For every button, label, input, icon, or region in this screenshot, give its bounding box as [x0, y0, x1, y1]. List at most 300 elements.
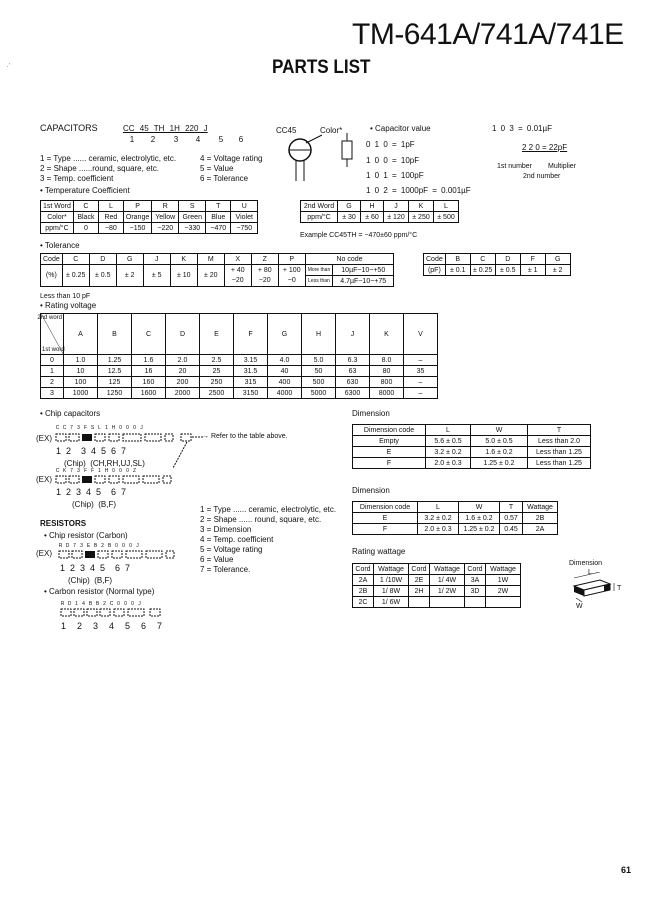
table-cell: Less than 1.25 — [528, 447, 591, 458]
capacitor-code-indices — [123, 135, 253, 145]
code-letter: B — [107, 543, 114, 549]
code-index: 1 — [129, 135, 135, 144]
resistors-heading: RESISTORS — [40, 519, 87, 528]
table-cell: E — [353, 513, 418, 524]
table-row — [353, 597, 521, 608]
tolerance-code-cell: Z — [251, 254, 278, 265]
rating-voltage-corner — [37, 314, 65, 355]
capacitor-value-line: 1 0 0 = 10pF — [366, 156, 420, 165]
tolerance-code-cell: K — [170, 254, 197, 265]
chip-resistor-indices: 1 2 3 4 5 6 7 — [60, 563, 131, 573]
code-letter: 1 — [75, 601, 80, 607]
tolerance-table — [40, 253, 394, 287]
legend-line: 6 = Tolerance — [200, 174, 249, 183]
table-cell: Yellow — [152, 212, 179, 223]
table-cell: ppm/°C — [301, 212, 338, 223]
table-cell — [430, 597, 465, 608]
tolerance-code-cell: Code — [41, 254, 63, 265]
temp-coeff-heading: • Temperature Coefficient — [40, 186, 130, 195]
code-letter: H — [111, 425, 118, 431]
code-letter: 0 — [119, 468, 124, 474]
table-cell: 5.0 ± 0.5 — [471, 436, 528, 447]
table-cell: 1/ 6W — [374, 597, 409, 608]
table-cell: 2.5 — [200, 355, 234, 366]
chip-cap-ex2-sub: (Chip) (B,F) — [72, 500, 116, 509]
table-cell: – — [404, 377, 438, 388]
table-cell: 6.3 — [336, 355, 370, 366]
table-cell: 2H — [409, 586, 430, 597]
table-cell: 20 — [166, 366, 200, 377]
table-cell: Wattage — [430, 564, 465, 575]
tolerance-note: Less than 10 pF — [40, 293, 91, 300]
table-cell: F — [353, 524, 418, 535]
table-cell: B — [98, 314, 132, 355]
code-index: 4 — [195, 135, 201, 144]
table-cell: 250 — [200, 377, 234, 388]
table-cell: Cord — [465, 564, 486, 575]
table-cell: 25 — [200, 366, 234, 377]
table-cell: 1250 — [98, 388, 132, 399]
table-cell: ± 60 — [361, 212, 384, 223]
tolerance-value: + 100 — [278, 265, 305, 276]
table-cell: F — [353, 458, 426, 469]
table-cell: ± 0.25 — [470, 265, 495, 276]
cc45-label: CC45 — [276, 126, 297, 135]
capacitor-value-line: 1 0 1 = 100pF — [366, 171, 424, 180]
table-cell: Orange — [123, 212, 151, 223]
code-letter: 0 — [115, 543, 120, 549]
code-letter: Z — [132, 468, 139, 474]
table-cell: 2C — [353, 597, 374, 608]
resistor-dimension-diagram — [566, 572, 622, 612]
chip-resistor-boxes — [58, 549, 178, 561]
code-letter: J — [140, 425, 145, 431]
table-cell: 3.2 ± 0.2 — [418, 513, 459, 524]
legend-line: 5 = Value — [200, 164, 234, 173]
table-cell: – — [404, 388, 438, 399]
table-cell: K — [409, 201, 434, 212]
carbon-resistor-heading: • Carbon resistor (Normal type) — [44, 587, 155, 596]
tolerance-value: ± 20 — [197, 265, 224, 287]
chip-resistor-prefix: (EX) — [36, 549, 52, 558]
code-letter: E — [86, 543, 93, 549]
tolerance-heading: • Tolerance — [40, 241, 80, 250]
tolerance-value: + 40 — [224, 265, 251, 276]
table-cell: Wattage — [486, 564, 521, 575]
table-cell: T — [206, 201, 231, 212]
table-cell: 40 — [268, 366, 302, 377]
table-cell: 2.0 ± 0.3 — [418, 524, 459, 535]
rating-wattage-dim-label: Dimension — [569, 560, 603, 567]
rating-wattage-table — [352, 563, 521, 608]
table-cell: 2W — [486, 586, 521, 597]
table-row — [353, 564, 521, 575]
table-cell: −750 — [231, 223, 258, 234]
table-cell: Less than 1.25 — [528, 458, 591, 469]
legend-line: 2 = Shape ......round, square, etc. — [40, 164, 159, 173]
code-letter: C — [109, 601, 116, 607]
table-cell: 8.0 — [370, 355, 404, 366]
table-cell: −220 — [152, 223, 179, 234]
code-letter: 7 — [73, 543, 78, 549]
table-cell: 1/ 8W — [374, 586, 409, 597]
rating-wattage-heading: Rating wattage — [352, 547, 406, 556]
table-row — [41, 201, 258, 212]
table-row — [424, 254, 571, 265]
table-cell: C — [470, 254, 495, 265]
tolerance-value: ± 0.5 — [89, 265, 116, 287]
table-cell: 8000 — [370, 388, 404, 399]
chip-cap-ex2-prefix: (EX) — [36, 475, 52, 484]
code-letter: 0 — [126, 468, 131, 474]
tolerance-no-code-bottom: 4.7µF−10~+75 — [333, 276, 394, 287]
table-cell: Cord — [353, 564, 374, 575]
table-cell: J — [336, 314, 370, 355]
resistor-legend — [200, 505, 336, 575]
tolerance-value: ± 10 — [170, 265, 197, 287]
table-cell: C — [73, 201, 98, 212]
code-letter: F — [83, 425, 90, 431]
code-letter: B — [88, 601, 95, 607]
legend-line: 2 = Shape ...... round, square, etc. — [200, 515, 322, 524]
table-cell: 2500 — [200, 388, 234, 399]
code-letter: 0 — [129, 543, 134, 549]
table-cell — [409, 597, 430, 608]
tolerance-code-cell: D — [89, 254, 116, 265]
tolerance-pf-table — [423, 253, 571, 276]
tolerance-code-cell: X — [224, 254, 251, 265]
table-cell: T — [528, 425, 591, 436]
table-cell: 0 — [73, 223, 98, 234]
code-letter: 0 — [112, 468, 117, 474]
code-letter: 0 — [119, 425, 124, 431]
table-cell: Dimension code — [353, 502, 418, 513]
table-cell: G — [338, 201, 361, 212]
table-cell: 1600 — [132, 388, 166, 399]
table-cell: Less than 2.0 — [528, 436, 591, 447]
temp-coeff-example: Example CC45TH = −470±60 ppm/°C — [300, 232, 418, 239]
table-cell: L — [426, 425, 471, 436]
table-cell: Blue — [206, 212, 231, 223]
table-cell: E — [353, 447, 426, 458]
tolerance-code-cell: P — [278, 254, 305, 265]
code-letter: 3 — [77, 468, 82, 474]
table-cell: 4.0 — [268, 355, 302, 366]
legend-line: 4 = Temp. coefficient — [200, 535, 274, 544]
capacitor-value-line: 1 0 2 = 1000pF = 0.001µF — [366, 186, 471, 195]
tolerance-value: ± 2 — [116, 265, 143, 287]
tolerance-value: ± 0.25 — [62, 265, 89, 287]
table-row — [41, 377, 438, 388]
temp-coeff-table-2 — [300, 200, 459, 223]
table-cell: 1/ 4W — [430, 575, 465, 586]
table-row — [41, 366, 438, 377]
code-letter: H — [104, 468, 111, 474]
tolerance-no-code-top: 10µF−10~+50 — [333, 265, 394, 276]
table-cell: F — [520, 254, 545, 265]
code-letter: R — [58, 543, 65, 549]
capacitor-value-second: 2nd number — [523, 173, 561, 180]
table-cell: ± 2 — [545, 265, 570, 276]
code-letter: L — [98, 425, 103, 431]
table-row — [353, 586, 521, 597]
table-cell: 800 — [370, 377, 404, 388]
table-cell: 35 — [404, 366, 438, 377]
table-cell: C — [132, 314, 166, 355]
legend-line: 1 = Type ...... ceramic, electrolytic, etc. — [40, 154, 177, 163]
capacitor-code-example: CC 45 TH 1H 220 J — [123, 124, 208, 133]
table-cell: U — [231, 201, 258, 212]
table-cell: 2nd Word — [301, 201, 338, 212]
table-cell: H — [302, 314, 336, 355]
table-cell: 10 — [64, 366, 98, 377]
table-row — [353, 502, 558, 513]
table-cell: V — [404, 314, 438, 355]
table-cell: – — [404, 355, 438, 366]
capacitor-diagram — [282, 133, 362, 185]
table-row — [353, 436, 591, 447]
table-cell: Color* — [41, 212, 74, 223]
dim-w-label: W — [576, 603, 583, 610]
color-label: Color* — [320, 126, 343, 135]
table-cell: Dimension code — [353, 425, 426, 436]
code-letter: D — [65, 543, 72, 549]
table-cell: 3150 — [234, 388, 268, 399]
code-index: 3 — [173, 135, 179, 144]
code-letter: 0 — [124, 601, 129, 607]
table-cell: 12.5 — [98, 366, 132, 377]
table-cell: 2B — [523, 513, 558, 524]
table-cell: 3.15 — [234, 355, 268, 366]
table-row — [353, 425, 591, 436]
table-cell: (pF) — [424, 265, 446, 276]
table-cell: 3.2 ± 0.2 — [426, 447, 471, 458]
rating-voltage-heading: • Rating voltage — [40, 301, 97, 310]
tolerance-value: ± 5 — [143, 265, 170, 287]
table-cell: Wattage — [374, 564, 409, 575]
carbon-resistor-indices: 1 2 3 4 5 6 7 — [61, 621, 163, 631]
chip-cap-ex1-note: → Refer to the table above. — [202, 433, 288, 440]
code-letter: K — [62, 468, 69, 474]
table-cell: R — [152, 201, 179, 212]
table-cell: 2000 — [166, 388, 200, 399]
dim-t-label: T — [617, 585, 622, 592]
corner-second-word: 2nd word — [37, 315, 62, 321]
legend-line: 3 = Temp. coefficient — [40, 174, 114, 183]
legend-line: 6 = Value — [200, 555, 234, 564]
table-cell: Code — [424, 254, 446, 265]
table-cell: 0.57 — [500, 513, 523, 524]
table-cell: K — [370, 314, 404, 355]
table-cell: 16 — [132, 366, 166, 377]
chip-cap-ex2-indices: 1 2 3 4 5 6 7 — [56, 487, 127, 497]
dim-l-label: L — [588, 569, 592, 576]
chip-capacitors-heading: • Chip capacitors — [40, 409, 101, 418]
table-cell: −150 — [123, 223, 151, 234]
code-letter: 0 — [122, 543, 127, 549]
code-letter: 3 — [77, 425, 82, 431]
legend-line: 1 = Type ...... ceramic, electrolytic, etc. — [200, 505, 337, 514]
table-cell: 1.0 — [64, 355, 98, 366]
table-cell: A — [64, 314, 98, 355]
corner-first-word: 1st word — [42, 347, 65, 353]
page-title: PARTS LIST — [272, 57, 371, 78]
capacitor-value-first: 1st number — [497, 163, 533, 170]
table-cell: 1 /10W — [374, 575, 409, 586]
table-cell: L — [434, 201, 459, 212]
capacitor-legend-left — [40, 154, 176, 184]
table-cell: 63 — [336, 366, 370, 377]
code-letter: 2 — [101, 543, 106, 549]
tolerance-less-than: Less than — [305, 276, 333, 287]
table-cell: Cord — [409, 564, 430, 575]
chip-cap-ex1-code — [55, 425, 146, 431]
table-cell: 1.25 ± 0.2 — [459, 524, 500, 535]
table-cell: 5000 — [302, 388, 336, 399]
table-cell: 2.0 — [166, 355, 200, 366]
code-letter: B — [95, 601, 102, 607]
code-letter: 3 — [80, 543, 85, 549]
table-cell — [486, 597, 521, 608]
table-cell: Black — [73, 212, 98, 223]
tolerance-more-than: More than — [305, 265, 333, 276]
tolerance-unit: (%) — [41, 265, 63, 287]
table-cell: 2 — [41, 377, 64, 388]
table-cell: Wattage — [523, 502, 558, 513]
code-letter: C — [55, 468, 62, 474]
table-cell: E — [200, 314, 234, 355]
table-cell: 31.5 — [234, 366, 268, 377]
code-letter: 0 — [131, 601, 136, 607]
chip-resistor-heading: • Chip resistor (Carbon) — [44, 531, 128, 540]
table-cell: S — [179, 201, 206, 212]
capacitor-value-example: 2 2 0 = 22pF — [522, 143, 568, 152]
tolerance-value: + 80 — [251, 265, 278, 276]
table-cell: ± 1 — [520, 265, 545, 276]
table-cell: Empty — [353, 436, 426, 447]
temp-coeff-table-1 — [40, 200, 258, 234]
code-letter: C — [55, 425, 62, 431]
carbon-resistor-boxes — [60, 607, 170, 619]
code-letter: 7 — [70, 425, 75, 431]
legend-line: 5 = Voltage rating — [200, 545, 263, 554]
tolerance-code-cell: G — [116, 254, 143, 265]
table-cell: −80 — [98, 223, 123, 234]
table-row — [353, 458, 591, 469]
table-cell: ± 120 — [384, 212, 409, 223]
code-letter: 2 — [103, 601, 108, 607]
table-cell: 1 — [41, 366, 64, 377]
table-cell: P — [123, 201, 151, 212]
capacitor-legend-right — [200, 154, 263, 184]
table-cell: 0.45 — [500, 524, 523, 535]
dimension-table-2 — [352, 501, 558, 535]
code-letter: F — [90, 468, 97, 474]
tolerance-value-bottom: −0 — [278, 276, 305, 287]
chip-resistor-sub: (Chip) (B,F) — [68, 576, 112, 585]
table-cell: 1/ 2W — [430, 586, 465, 597]
table-cell: ± 30 — [338, 212, 361, 223]
table-cell: 50 — [302, 366, 336, 377]
rating-voltage-table — [37, 313, 438, 399]
dimension-heading-2: Dimension — [352, 486, 390, 495]
table-cell: Red — [98, 212, 123, 223]
chip-cap-ex1-sub: (Chip) (CH,RH,UJ,SL) — [64, 459, 145, 468]
legend-line: 4 = Voltage rating — [200, 154, 263, 163]
table-cell: 200 — [166, 377, 200, 388]
table-cell: 125 — [98, 377, 132, 388]
table-cell: ± 250 — [409, 212, 434, 223]
scan-mark: ·‵ — [6, 62, 11, 71]
table-cell: J — [384, 201, 409, 212]
table-cell: 315 — [234, 377, 268, 388]
table-cell: 1W — [486, 575, 521, 586]
table-cell: ± 0.1 — [445, 265, 470, 276]
table-cell: B — [445, 254, 470, 265]
table-row — [353, 447, 591, 458]
capacitor-value-multiplier: Multiplier — [548, 163, 577, 170]
table-cell: 5.0 — [302, 355, 336, 366]
table-row — [353, 513, 558, 524]
table-cell: 3D — [465, 586, 486, 597]
table-cell: 1000 — [64, 388, 98, 399]
code-letter: R — [60, 601, 67, 607]
table-cell: 400 — [268, 377, 302, 388]
table-cell: W — [471, 425, 528, 436]
table-cell: 1.6 — [132, 355, 166, 366]
tolerance-value-bottom: −20 — [251, 276, 278, 287]
tolerance-code-cell: C — [62, 254, 89, 265]
dimension-table-1 — [352, 424, 591, 469]
code-letter: 1 — [105, 425, 110, 431]
code-letter: 7 — [70, 468, 75, 474]
code-letter: J — [136, 543, 141, 549]
table-row — [353, 524, 558, 535]
table-cell: 1.6 ± 0.2 — [459, 513, 500, 524]
code-letter: 1 — [98, 468, 103, 474]
table-row — [301, 212, 459, 223]
chip-cap-ex1-indices: 1 2 3 4 5 6 7 — [56, 446, 127, 456]
code-index: 5 — [218, 135, 224, 144]
table-cell — [465, 597, 486, 608]
code-letter: 0 — [117, 601, 122, 607]
legend-line: 7 = Tolerance. — [200, 565, 251, 574]
table-cell: 2E — [409, 575, 430, 586]
code-letter: S — [90, 425, 97, 431]
chip-cap-ex2-boxes — [55, 474, 175, 486]
table-cell: 2A — [353, 575, 374, 586]
table-row — [41, 223, 258, 234]
table-cell: 500 — [302, 377, 336, 388]
table-cell: 4000 — [268, 388, 302, 399]
table-cell: G — [545, 254, 570, 265]
code-index: 2 — [150, 135, 156, 144]
code-letter: D — [67, 601, 74, 607]
legend-line: 3 = Dimension — [200, 525, 252, 534]
table-cell: D — [495, 254, 520, 265]
table-cell: Violet — [231, 212, 258, 223]
table-cell: 1.6 ± 0.2 — [471, 447, 528, 458]
table-cell: 630 — [336, 377, 370, 388]
code-letter: B — [93, 543, 100, 549]
dimension-heading-1: Dimension — [352, 409, 390, 418]
model-title: TM-641A/741A/741E — [352, 18, 624, 51]
table-cell: W — [459, 502, 500, 513]
code-letter: 0 — [126, 425, 131, 431]
table-row — [301, 201, 459, 212]
table-cell: 100 — [64, 377, 98, 388]
capacitor-value-top: 1 0 3 = 0.01µF — [492, 124, 552, 133]
